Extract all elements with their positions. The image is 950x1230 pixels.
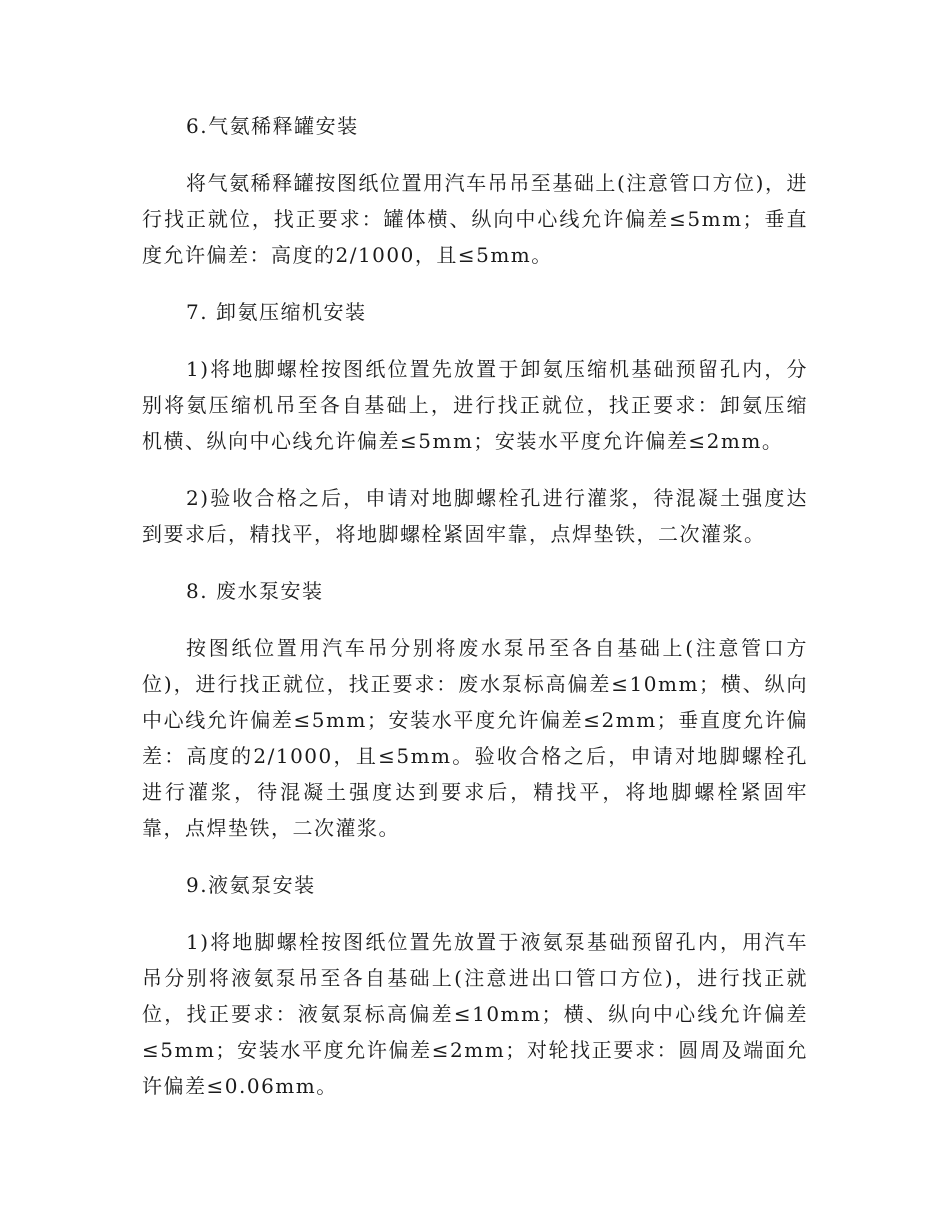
section-heading: 8. 废水泵安装 bbox=[186, 579, 324, 603]
paragraph: 将气氨稀释罐按图纸位置用汽车吊吊至基础上(注意管口方位)，进行找正就位，找正要求：罐体横、纵向中心线允许偏差≤5mm；垂直度允许偏差：高度的2/1000，且≤5mm。 bbox=[142, 171, 808, 267]
document-page bbox=[142, 108, 808, 1125]
section-heading: 7. 卸氨压缩机安装 bbox=[186, 300, 367, 324]
paragraph: 2)验收合格之后，申请对地脚螺栓孔进行灌浆，待混凝土强度达到要求后，精找平，将地脚螺栓紧固牢靠，点焊垫铁，二次灌浆。 bbox=[142, 486, 808, 546]
paragraph: 1)将地脚螺栓按图纸位置先放置于液氨泵基础预留孔内，用汽车吊分别将液氨泵吊至各自基础上(注意进出口管口方位)，进行找正就位，找正要求：液氨泵标高偏差≤10mm；横、纵向中心线允许偏差≤5mm；安装水平度允许偏差≤2mm；对轮找正要求：圆周及端面允许偏差≤0.06mm。 bbox=[142, 930, 808, 1098]
paragraph: 1)将地脚螺栓按图纸位置先放置于卸氨压缩机基础预留孔内，分别将氨压缩机吊至各自基础上，进行找正就位，找正要求：卸氨压缩机横、纵向中心线允许偏差≤5mm；安装水平度允许偏差≤2mm。 bbox=[142, 357, 808, 453]
section-heading: 9.液氨泵安装 bbox=[186, 873, 316, 897]
paragraph: 按图纸位置用汽车吊分别将废水泵吊至各自基础上(注意管口方位)，进行找正就位，找正要求：废水泵标高偏差≤10mm；横、纵向中心线允许偏差≤5mm；安装水平度允许偏差≤2mm；垂直度允许偏差：高度的2/1000，且≤5mm。验收合格之后，申请对地脚螺栓孔进行灌浆，待混凝土强度达到要求后，精找平，将地脚螺栓紧固牢靠，点焊垫铁，二次灌浆。 bbox=[142, 636, 808, 840]
section-heading: 6.气氨稀释罐安装 bbox=[186, 114, 359, 138]
